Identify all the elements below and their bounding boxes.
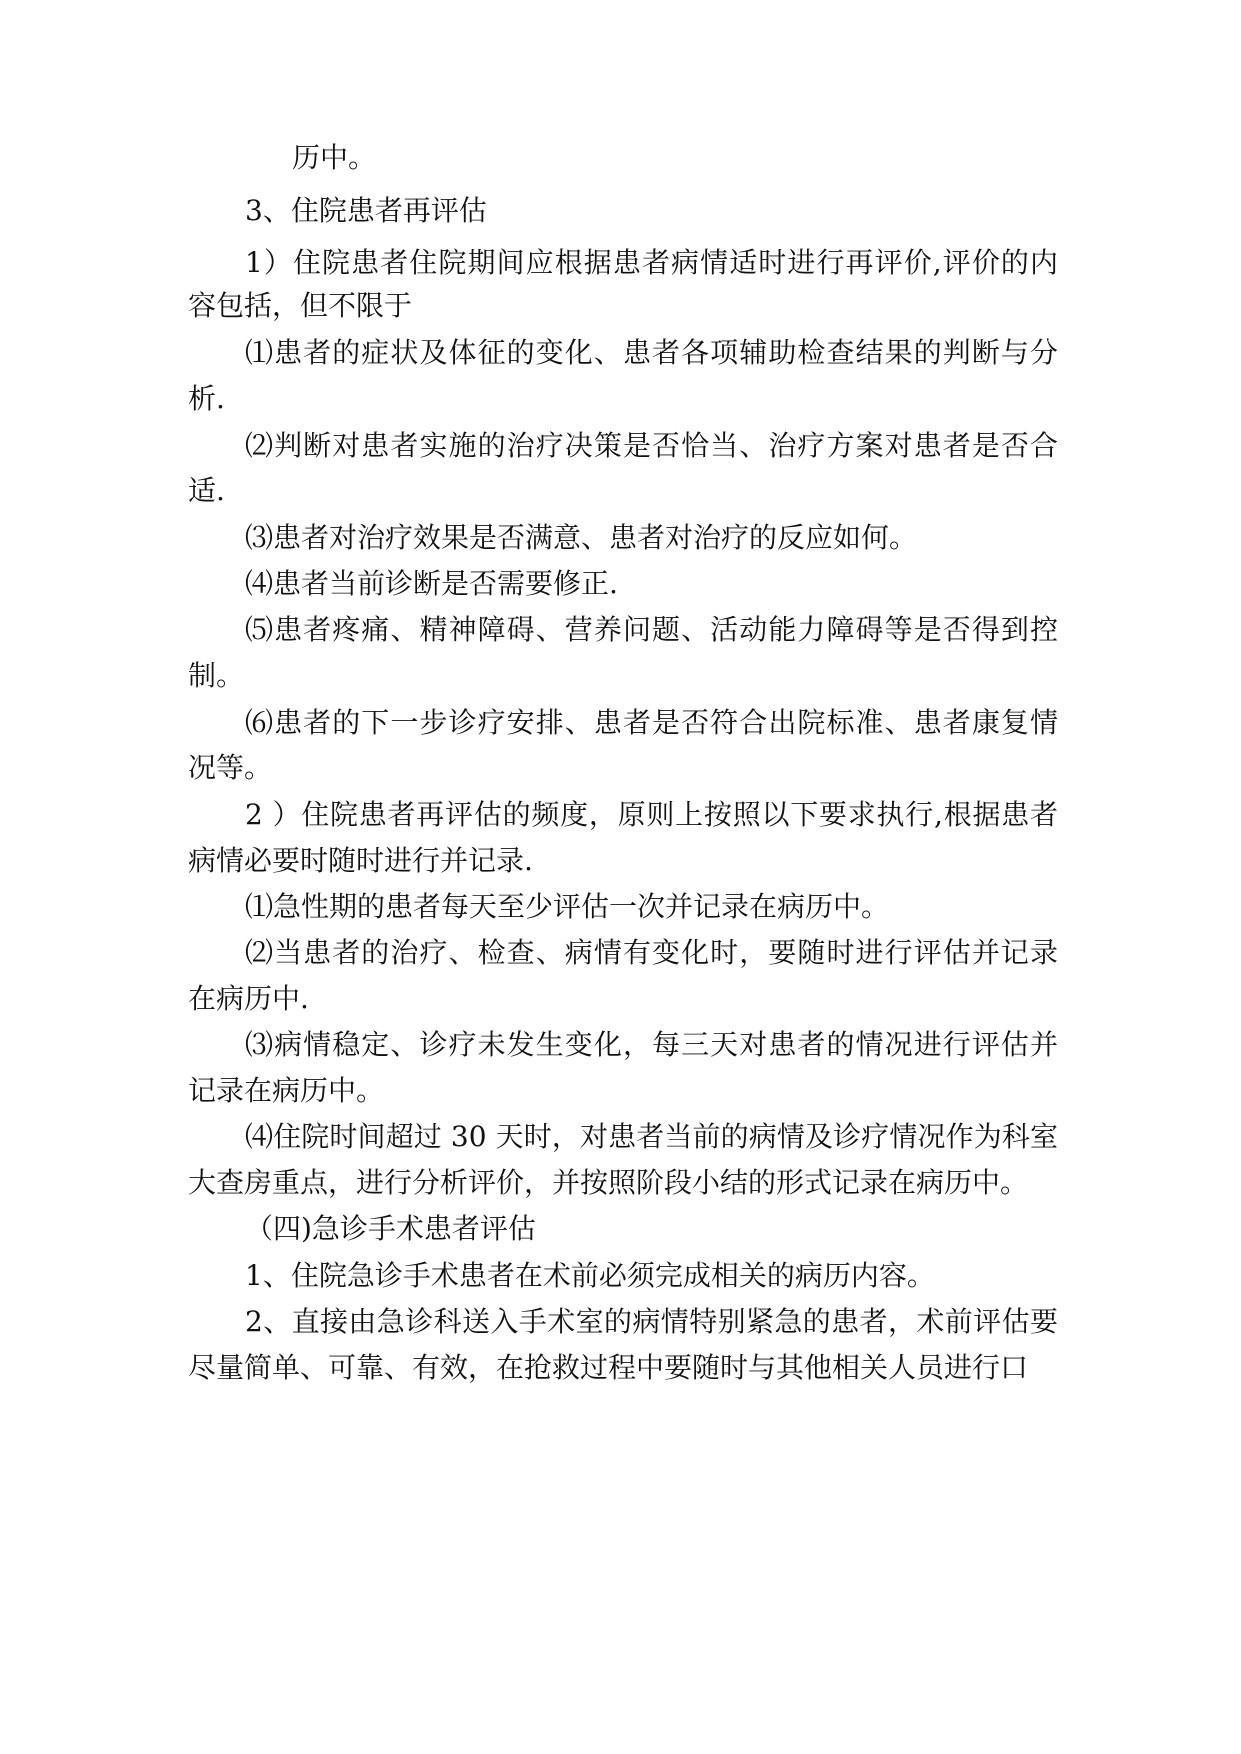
section-heading: （四)急诊手术患者评估 [245, 1212, 536, 1245]
list-item-line: ⑸患者疼痛、精神障碍、营养问题、活动能力障碍等是否得到控 [245, 613, 1058, 646]
paragraph-line: 病情必要时随时进行并记录. [188, 844, 533, 877]
list-item-line: 在病历中. [188, 982, 309, 1015]
paragraph-line: 1、住院急诊手术患者在术前必须完成相关的病历内容。 [245, 1259, 935, 1292]
list-item-line: ⑶病情稳定、诊疗未发生变化，每三天对患者的情况进行评估并 [245, 1028, 1058, 1061]
paragraph-line: 2、直接由急诊科送入手术室的病情特别紧急的患者，术前评估要 [245, 1305, 1058, 1338]
list-item-line: 况等。 [188, 751, 273, 784]
paragraph-line: 2 ）住院患者再评估的频度，原则上按照以下要求执行,根据患者 [245, 798, 1058, 831]
list-item-line: ⑹患者的下一步诊疗安排、患者是否符合出院标准、患者康复情 [245, 706, 1058, 739]
section-heading: 3、住院患者再评估 [245, 194, 487, 227]
list-item-line: 记录在病历中。 [188, 1074, 385, 1107]
list-item-line: 适. [188, 474, 225, 507]
paragraph-line: 尽量简单、可靠、有效，在抢救过程中要随时与其他相关人员进行口 [188, 1351, 1029, 1384]
list-item-line: ⑵判断对患者实施的治疗决策是否恰当、治疗方案对患者是否合 [245, 429, 1058, 462]
list-item-line: ⑷患者当前诊断是否需要修正. [245, 567, 618, 600]
paragraph-line: 1）住院患者住院期间应根据患者病情适时进行再评价,评价的内 [245, 246, 1058, 279]
list-item-line: 制。 [188, 659, 245, 692]
list-item-line: ⑷住院时间超过 30 天时，对患者当前的病情及诊疗情况作为科室 [245, 1120, 1058, 1153]
list-item-line: ⑵当患者的治疗、检查、病情有变化时，要随时进行评估并记录 [245, 936, 1058, 969]
list-item-line: ⑶患者对治疗效果是否满意、患者对治疗的反应如何。 [245, 521, 918, 554]
list-item-line: ⑴患者的症状及体征的变化、患者各项辅助检查结果的判断与分 [245, 336, 1058, 369]
text-line: 历中。 [292, 141, 377, 174]
list-item-line: ⑴急性期的患者每天至少评估一次并记录在病历中。 [245, 890, 890, 923]
list-item-line: 析. [188, 382, 225, 415]
paragraph-line: 容包括，但不限于 [188, 289, 413, 322]
list-item-line: 大查房重点，进行分析评价，并按照阶段小结的形式记录在病历中。 [188, 1166, 1029, 1199]
